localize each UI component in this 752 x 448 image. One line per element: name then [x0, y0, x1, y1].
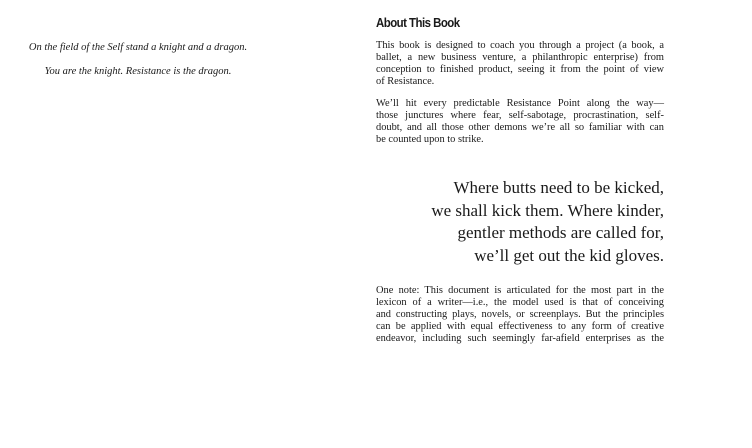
epigraph-line-2: You are the knight. Resistance is the dragon. — [44, 66, 232, 77]
paragraph-3 — [376, 285, 664, 345]
quote-line: we shall kick them. Where kinder, — [431, 200, 664, 220]
text-line: and constructing plays, novels, or screenplays. But the principles — [376, 309, 664, 320]
section-heading: About This Book — [376, 15, 460, 30]
text-line: conception to finished product, seeing it from the point of view — [376, 64, 664, 75]
text-line: One note: This document is articulated for the most part in the — [376, 285, 664, 296]
paragraph-2 — [376, 98, 664, 146]
text-line: can be applied with equal effectiveness to any form of creative — [376, 321, 664, 332]
quote-line: gentler methods are called for, — [457, 223, 664, 242]
epigraph-line-1: On the field of the Self stand a knight and a dragon. — [28, 42, 248, 53]
text-line: We’ll hit every predictable Resistance Point along the way— — [376, 98, 664, 109]
text-line: of Resistance. — [376, 76, 435, 87]
text-line: endeavor, including such seemingly far-afield enterprises as the — [376, 333, 664, 344]
quote-line: Where butts need to be kicked, — [453, 178, 664, 197]
pull-quote — [376, 177, 664, 267]
text-line: be counted upon to strike. — [376, 134, 484, 145]
text-line: doubt, and all those other demons we’re all so familiar with can — [376, 122, 664, 133]
text-line: those junctures where fear, self-sabotage, procrastination, self- — [376, 110, 664, 121]
text-line: This book is designed to coach you through a project (a book, a — [376, 40, 664, 51]
text-line: lexicon of a writer—i.e., the model used is that of conceiving — [376, 297, 664, 308]
text-line: ballet, a new business venture, a philanthropic enterprise) from — [376, 52, 664, 63]
quote-line: we’ll get out the kid gloves. — [474, 245, 664, 265]
paragraph-1 — [376, 40, 664, 88]
